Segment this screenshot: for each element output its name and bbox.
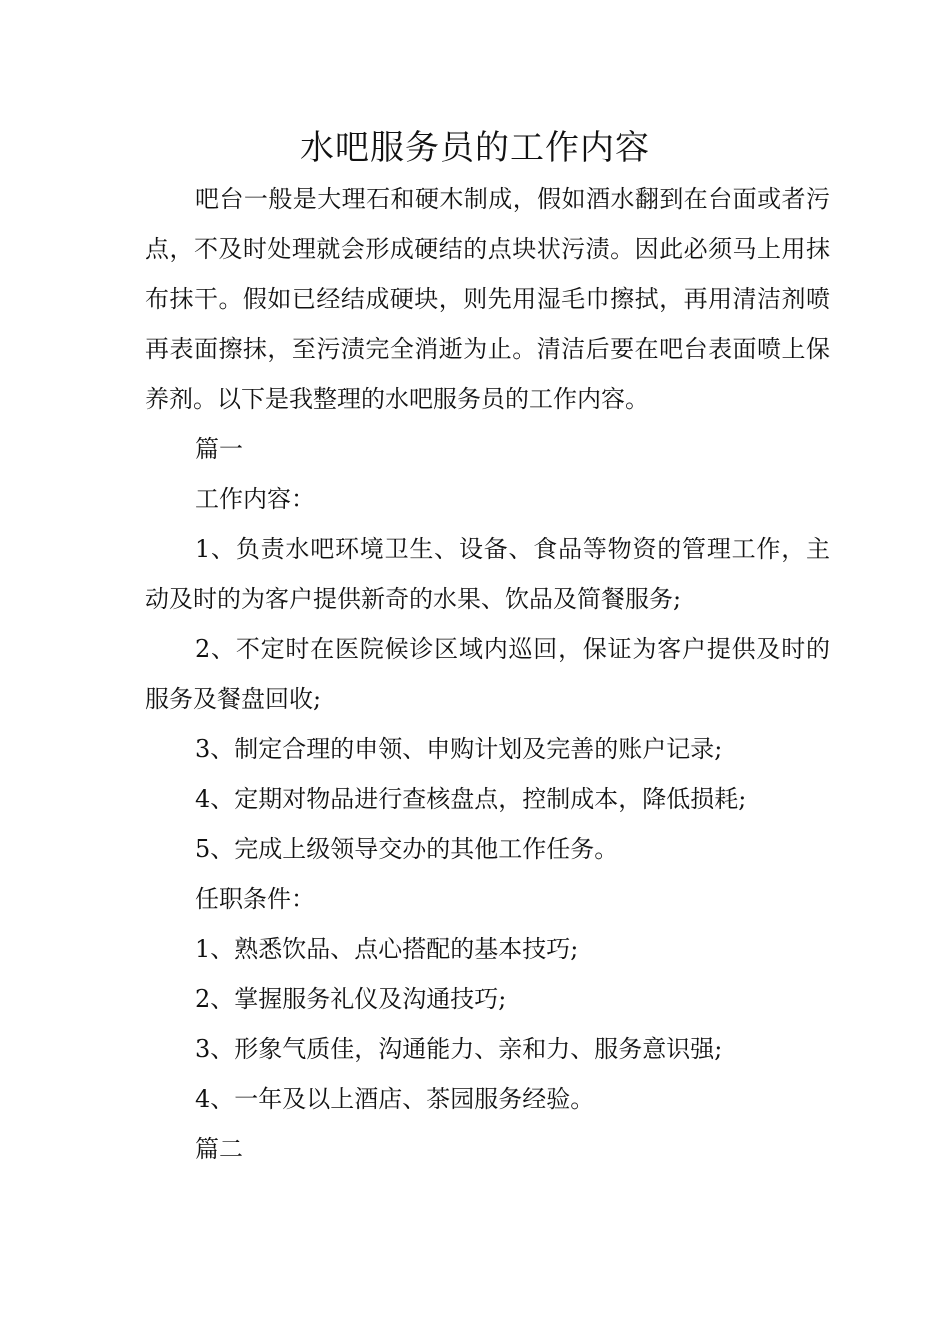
section-heading-part-two: 篇二 (195, 1135, 243, 1163)
requirements-heading: 任职条件： (195, 885, 315, 913)
requirement-item-2: 2、掌握服务礼仪及沟通技巧; (195, 985, 507, 1013)
requirement-item-1: 1、熟悉饮品、点心搭配的基本技巧; (195, 935, 579, 963)
requirement-item-3: 3、形象气质佳，沟通能力、亲和力、服务意识强; (195, 1035, 723, 1063)
intro-paragraph: 吧台一般是大理石和硬木制成，假如酒水翻到在台面或者污点，不及时处理就会形成硬结的点块状污渍。因此必须马上用抹布抹干。假如已经结成硬块，则先用湿毛巾擦拭，再用清洁剂喷再表面擦抹，至污渍完全消逝为止。清洁后要在吧台表面喷上保养剂。以下是我整理的水吧服务员的工作内容。 (145, 185, 830, 413)
job-content-item-3: 3、制定合理的申领、申购计划及完善的账户记录; (195, 735, 723, 763)
requirement-item-4: 4、一年及以上酒店、茶园服务经验。 (195, 1085, 595, 1113)
job-content-item-5: 5、完成上级领导交办的其他工作任务。 (195, 835, 619, 863)
job-content-item-2: 2、不定时在医院候诊区域内巡回，保证为客户提供及时的服务及餐盘回收; (145, 635, 830, 713)
job-content-item-1: 1、负责水吧环境卫生、设备、食品等物资的管理工作，主动及时的为客户提供新奇的水果、饮品及简餐服务; (145, 535, 830, 613)
job-content-heading: 工作内容： (195, 485, 315, 513)
job-content-item-4: 4、定期对物品进行查核盘点，控制成本，降低损耗; (195, 785, 747, 813)
section-heading-part-one: 篇一 (195, 435, 243, 463)
document-title: 水吧服务员的工作内容 (300, 128, 650, 168)
document-body (145, 174, 830, 1174)
